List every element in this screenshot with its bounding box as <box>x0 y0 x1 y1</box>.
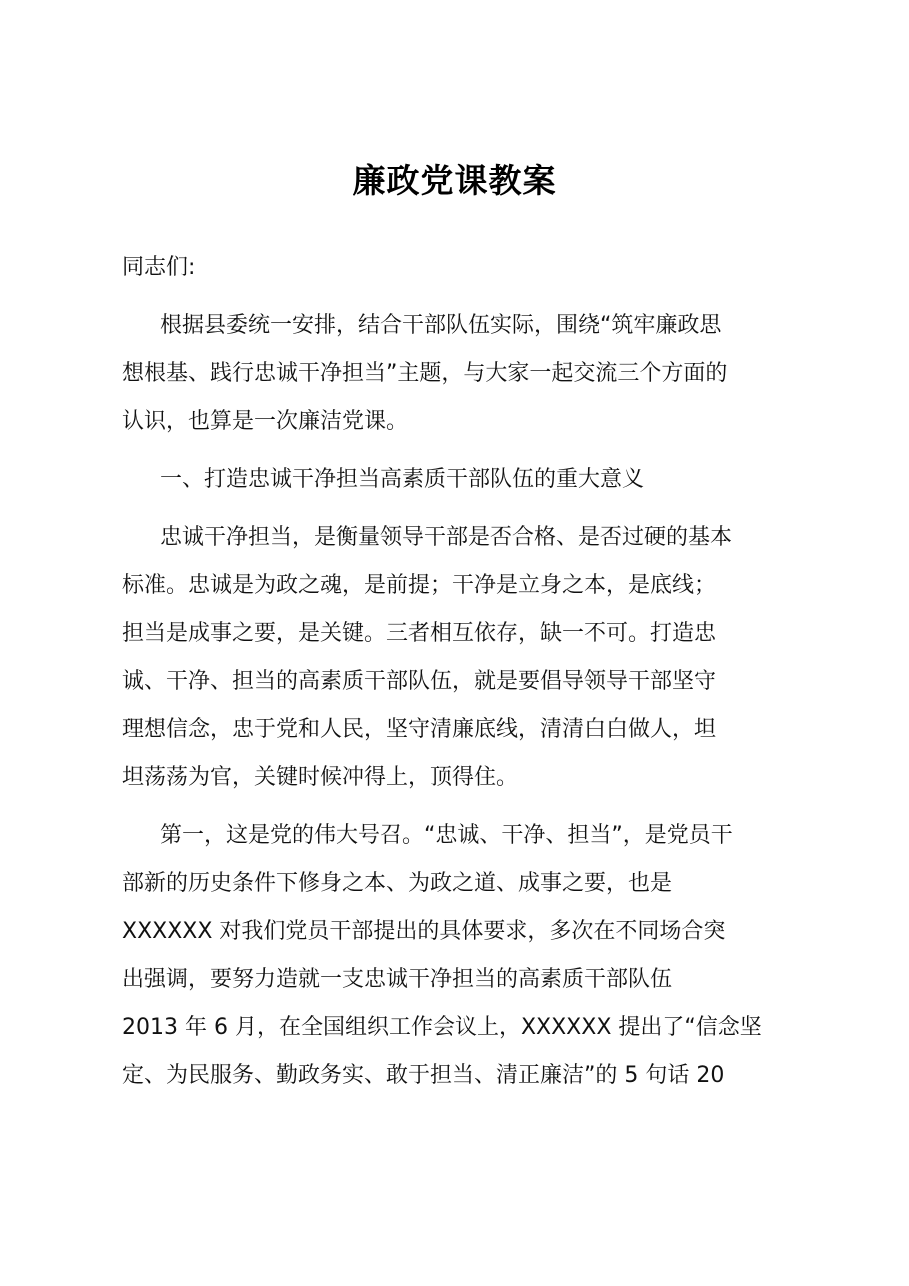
paragraph-line: 第一，这是党的伟大号召。“忠诚、干净、担当”，是党员干 <box>160 823 733 848</box>
paragraph-intro <box>122 302 798 446</box>
paragraph-line: 想根基、践行忠诚干净担当”主题，与大家一起交流三个方面的 <box>122 361 728 386</box>
paragraph-significance <box>122 514 798 802</box>
paragraph-line: 理想信念，忠于党和人民，坚守清廉底线，清清白白做人，坦 <box>122 717 717 742</box>
paragraph-line: 诚、干净、担当的高素质干部队伍，就是要倡导领导干部坚守 <box>122 669 717 694</box>
paragraph-line: 出强调，要努力造就一支忠诚干净担当的高素质干部队伍 <box>122 967 673 992</box>
paragraph-line: 认识，也算是一次廉洁党课。 <box>122 409 409 434</box>
section-heading: 一、打造忠诚干净担当高素质干部队伍的重大意义 <box>160 467 645 492</box>
paragraph-line: 担当是成事之要，是关键。三者相互依存，缺一不可。打造忠 <box>122 621 717 646</box>
paragraph-line: 部新的历史条件下修身之本、为政之道、成事之要，也是 <box>122 871 673 896</box>
paragraph-line: XXXXXX 对我们党员干部提出的具体要求，多次在不同场合突 <box>122 919 726 944</box>
paragraph-line: 坦荡荡为官，关键时候冲得上，顶得住。 <box>122 765 519 790</box>
greeting: 同志们: <box>122 255 196 280</box>
paragraph-line: 2013 年 6 月，在全国组织工作会议上，XXXXXX 提出了“信念坚 <box>122 1015 762 1040</box>
document-title: 廉政党课教案 <box>352 161 557 200</box>
paragraph-first-point <box>122 812 798 1100</box>
paragraph-line: 根据县委统一安排，结合干部队伍实际，围绕“筑牢廉政思 <box>160 313 722 338</box>
paragraph-line: 定、为民服务、勤政务实、敢于担当、清正廉洁”的 5 句话 20 <box>122 1063 725 1088</box>
paragraph-line: 忠诚干净担当，是衡量领导干部是否合格、是否过硬的基本 <box>160 525 733 550</box>
paragraph-line: 标准。忠诚是为政之魂，是前提；干净是立身之本，是底线； <box>122 573 717 598</box>
